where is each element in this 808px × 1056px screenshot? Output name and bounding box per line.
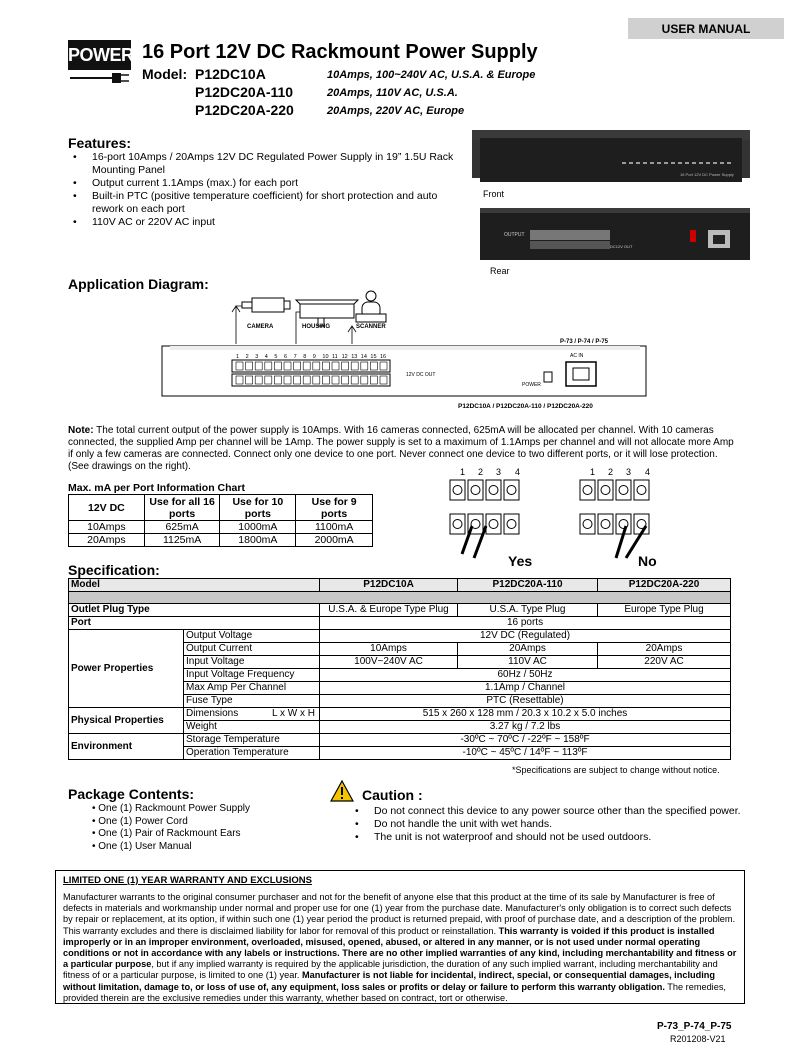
port-number: 15 xyxy=(370,354,377,360)
wiring-num-3: 3 xyxy=(496,467,502,477)
warranty-bold: Manufacturer is not liable for incidental, indirect, special, or consequential damages, including without limitation, damage to, or loss of use of, any equipment, loss sales or profits or delay or failure to perform this warranty obligation. xyxy=(63,970,716,992)
port-number: 9 xyxy=(312,354,316,360)
camera-icon xyxy=(242,298,290,312)
terminal-screw xyxy=(284,362,291,370)
table-cell: Storage Temperature xyxy=(184,734,320,747)
specification-heading: Specification: xyxy=(68,562,160,578)
table-cell: Operation Temperature xyxy=(184,747,320,760)
port-number: 6 xyxy=(284,354,288,360)
table-cell: 100V~240V AC xyxy=(320,656,458,669)
features-list xyxy=(68,151,468,229)
port-number: 1 xyxy=(236,354,240,360)
terminal-screw xyxy=(489,486,498,495)
terminal-screw xyxy=(255,362,262,370)
port-number: 4 xyxy=(264,354,268,360)
feature-item: • Output current 1.1Amps (max.) for each port xyxy=(68,177,468,190)
model-name-1: P12DC10A xyxy=(195,66,266,82)
warning-icon xyxy=(330,780,354,802)
list-item: • Do not connect this device to any power source other than the specified power. xyxy=(350,805,750,818)
wiring-num-4: 4 xyxy=(515,467,521,477)
table-cell: U.S.A. Type Plug xyxy=(458,604,598,617)
features-heading: Features: xyxy=(68,135,132,151)
port-number: 11 xyxy=(332,354,338,360)
terminal-screw xyxy=(370,362,377,370)
table-cell: 1125mA xyxy=(144,534,220,547)
terminal-screw xyxy=(380,362,387,370)
terminal-screw xyxy=(361,376,368,384)
caution-list xyxy=(350,805,750,844)
terminal-screw xyxy=(294,362,301,370)
spec-footnote: *Specifications are subject to change without notice. xyxy=(512,765,720,775)
diagram-ac-label: AC IN xyxy=(570,353,584,359)
terminal-screw xyxy=(489,520,498,529)
device-label-camera: CAMERA xyxy=(247,324,274,330)
rear-output-text: OUTPUT xyxy=(504,232,525,238)
terminal-screw xyxy=(322,362,329,370)
table-header: P12DC10A xyxy=(320,579,458,592)
table-cell: Power Properties xyxy=(69,630,184,708)
table-cell: 110V AC xyxy=(458,656,598,669)
terminal-screw xyxy=(361,362,368,370)
terminal-screw xyxy=(380,376,387,384)
terminal-screw xyxy=(236,376,243,384)
table-divider-row xyxy=(69,592,731,604)
terminal-screw xyxy=(601,520,610,529)
terminal-screw xyxy=(303,362,310,370)
table-header: Use for 9 ports xyxy=(296,495,373,521)
terminal-screw xyxy=(322,376,329,384)
table-row xyxy=(69,604,731,617)
warranty-body xyxy=(63,892,737,1004)
table-cell: U.S.A. & Europe Type Plug xyxy=(320,604,458,617)
terminal-screw xyxy=(507,520,516,529)
table-cell: 220V AC xyxy=(598,656,731,669)
rear-panel-photo xyxy=(480,206,750,266)
warranty-title: LIMITED ONE (1) YEAR WARRANTY AND EXCLUSIONS xyxy=(63,875,312,886)
rear-dcout-text: DC12V OUT xyxy=(610,244,633,249)
table-row xyxy=(69,521,373,534)
terminal-screw xyxy=(246,376,253,384)
terminal-screw xyxy=(274,376,281,384)
feature-item: • 16-port 10Amps / 20Amps 12V DC Regulated Power Supply in 19” 1.5U Rack Mounting Panel xyxy=(68,151,468,177)
table-cell: 20Amps xyxy=(69,534,145,547)
terminal-screw xyxy=(303,376,310,384)
list-item: • One (1) Power Cord xyxy=(92,815,188,827)
application-diagram-heading: Application Diagram: xyxy=(68,276,209,292)
feature-item: • 110V AC or 220V AC input xyxy=(68,216,468,229)
table-cell: 1800mA xyxy=(220,534,296,547)
warranty-text: , but if any implied warranty is required by the applicable jurisdiction, the duration of any such implied warrant, including merchantability and fitness of or a particular purpose, is limited to one (1) year. xyxy=(63,959,718,981)
table-cell: 10Amps xyxy=(69,521,145,534)
warranty-text: Manufacturer warrants to the original consumer purchaser and not for the benefit of anyone else that this product at the time of its sale by Manufacturer is free of defects in materials and workmanship under normal and proper use for one (1) year from the purchase date. Manufacturer's only obligation is to correct such defects by repair or replacement, at its option, if within such one (1) year period the product is returned prepaid, with proof of purchase date, and a description of the problem. This warranty excludes and there is disclaimed liability for labor for removal of this product or reinstallation. xyxy=(63,892,736,936)
table-cell: Europe Type Plug xyxy=(598,604,731,617)
package-list xyxy=(92,803,250,853)
table-header: Use for all 16 ports xyxy=(144,495,220,521)
rear-label: Rear xyxy=(490,266,510,276)
table-cell: -30ºC ~ 70ºC / -22ºF ~ 158ºF xyxy=(320,734,731,747)
port-number: 16 xyxy=(380,354,387,360)
table-header-row xyxy=(69,579,731,592)
port-number: 12 xyxy=(341,354,348,360)
terminal-screw xyxy=(255,376,262,384)
terminal-screw xyxy=(274,362,281,370)
table-cell: 1100mA xyxy=(296,521,373,534)
table-header: Use for 10 ports xyxy=(220,495,296,521)
model-spec-2: 20Amps, 110V AC, U.S.A. xyxy=(327,87,458,99)
wiring-diagram xyxy=(440,466,740,568)
port-number: 13 xyxy=(351,354,358,360)
terminal-screw xyxy=(601,486,610,495)
feature-item: • Built-in PTC (positive temperature coefficient) for short protection and auto rework on each port xyxy=(68,190,468,216)
table-header-row xyxy=(69,495,373,521)
terminal-screw xyxy=(471,486,480,495)
dims-label: Dimensions xyxy=(186,708,239,719)
port-number: 10 xyxy=(322,354,329,360)
wiring-num-2: 2 xyxy=(478,467,484,477)
terminal-screw xyxy=(351,362,358,370)
terminal-screw xyxy=(246,362,253,370)
diagram-out-label: 12V DC OUT xyxy=(406,372,436,378)
port-number: 7 xyxy=(293,354,297,360)
table-cell: Max Amp Per Channel xyxy=(184,682,320,695)
power-logo: POWER xyxy=(68,40,131,70)
user-manual-badge: USER MANUAL xyxy=(628,18,784,39)
table-cell: Port xyxy=(69,617,320,630)
table-cell: 625mA xyxy=(144,521,220,534)
port-number: 5 xyxy=(274,354,278,360)
table-row xyxy=(69,630,731,643)
terminal-screw xyxy=(351,376,358,384)
model-name-2: P12DC20A-110 xyxy=(195,84,294,100)
terminal-screw xyxy=(453,486,462,495)
list-item: • One (1) User Manual xyxy=(92,840,192,852)
port-number: 14 xyxy=(360,354,367,360)
diagram-caption: P12DC10A / P12DC20A-110 / P12DC20A-220 xyxy=(458,403,593,410)
terminal-blocks xyxy=(450,480,649,534)
table-row xyxy=(69,708,731,721)
list-item: • Do not handle the unit with wet hands. xyxy=(350,818,750,831)
table-cell: Outlet Plug Type xyxy=(69,604,320,617)
table-header: P12DC20A-110 xyxy=(458,579,598,592)
table-cell: Fuse Type xyxy=(184,695,320,708)
footer-revision: R201208-V21 xyxy=(670,1034,726,1044)
terminal-screw xyxy=(342,362,349,370)
table-cell: 3.27 kg / 7.2 lbs xyxy=(320,721,731,734)
caution-heading: Caution : xyxy=(362,787,423,803)
table-cell: PTC (Resettable) xyxy=(320,695,731,708)
front-panel-photo xyxy=(472,128,750,188)
device-label-housing: HOUSING xyxy=(302,324,331,330)
terminal-screw xyxy=(332,376,339,384)
terminal-screw xyxy=(507,486,516,495)
table-cell: Input Voltage Frequency xyxy=(184,669,320,682)
model-name-3: P12DC20A-220 xyxy=(195,102,294,118)
footer-code: P-73_P-74_P-75 xyxy=(657,1021,732,1032)
terminal-screw xyxy=(313,362,320,370)
table-cell: Physical Properties xyxy=(69,708,184,734)
page-title: 16 Port 12V DC Rackmount Power Supply xyxy=(142,41,538,63)
table-cell: 10Amps xyxy=(320,643,458,656)
terminal-screw xyxy=(453,520,462,529)
terminal-screw xyxy=(332,362,339,370)
table-cell: Output Voltage xyxy=(184,630,320,643)
table-row xyxy=(69,534,373,547)
terminal-screw xyxy=(294,376,301,384)
max-chart-table xyxy=(68,494,373,547)
model-label: Model: xyxy=(142,66,188,82)
terminal-screw xyxy=(370,376,377,384)
terminal-screw xyxy=(619,486,628,495)
warranty-box xyxy=(55,870,745,1004)
front-label: Front xyxy=(483,189,505,199)
list-item: • One (1) Rackmount Power Supply xyxy=(92,803,251,814)
table-row xyxy=(69,734,731,747)
wiring-num-4b: 4 xyxy=(645,467,651,477)
package-heading: Package Contents: xyxy=(68,786,195,802)
diagram-power-label: POWER xyxy=(522,382,541,388)
table-cell: 1.1Amp / Channel xyxy=(320,682,731,695)
terminal-screw xyxy=(342,376,349,384)
terminal-screw xyxy=(583,520,592,529)
wiring-no-label: No xyxy=(638,553,657,568)
application-diagram xyxy=(160,290,650,412)
table-cell: 12V DC (Regulated) xyxy=(320,630,731,643)
table-cell: -10ºC ~ 45ºC / 14ºF ~ 113ºF xyxy=(320,747,731,760)
device-label-scanner: SCANNER xyxy=(356,324,386,330)
table-cell xyxy=(184,708,320,721)
table-cell: 515 x 260 x 128 mm / 20.3 x 10.2 x 5.0 inches xyxy=(320,708,731,721)
table-cell: 16 ports xyxy=(320,617,731,630)
table-cell: Environment xyxy=(69,734,184,760)
wiring-yes-label: Yes xyxy=(508,553,533,568)
table-row xyxy=(69,617,731,630)
table-cell: Input Voltage xyxy=(184,656,320,669)
table-cell: 20Amps xyxy=(458,643,598,656)
warranty-bold: This warranty is voided if this product is installed improperly or in an improper environment, overloaded, misused, opened, abused, or altered in any manner, or is not used under normal operating conditions or not in accordance with any labels or instructions. There are no other implied warranties of any kind, including merchantability and fitness or a particular purpose xyxy=(63,925,737,970)
terminal-screw xyxy=(284,376,291,384)
table-header: 12V DC xyxy=(69,495,145,521)
max-chart-title: Max. mA per Port Information Chart xyxy=(68,482,245,494)
wiring-num-3b: 3 xyxy=(626,467,632,477)
terminal-screw xyxy=(265,376,272,384)
terminal-screw xyxy=(236,362,243,370)
table-cell: 20Amps xyxy=(598,643,731,656)
table-cell: Weight xyxy=(184,721,320,734)
terminal-screw xyxy=(265,362,272,370)
wiring-num-2b: 2 xyxy=(608,467,614,477)
power-cord-icon xyxy=(68,71,131,85)
port-number: 8 xyxy=(303,354,307,360)
table-cell: Output Current xyxy=(184,643,320,656)
list-item: • The unit is not waterproof and should not be used outdoors. xyxy=(350,831,750,844)
terminal-screw xyxy=(637,486,646,495)
housing-icon xyxy=(296,300,358,326)
dims-unit: L x W x H xyxy=(272,708,316,719)
table-cell: 2000mA xyxy=(296,534,373,547)
scanner-icon xyxy=(356,291,386,322)
table-header: Model xyxy=(69,579,320,592)
port-number: 2 xyxy=(245,354,249,360)
model-spec-3: 20Amps, 220V AC, Europe xyxy=(327,105,465,117)
warranty-text: The remedies, provided therein are the exclusive remedies under this warranty, whether based on contract, tort or otherwise. xyxy=(63,981,726,1003)
front-panel-text: 16 Port 12V DC Power Supply xyxy=(680,172,734,177)
wiring-num-1b: 1 xyxy=(590,467,596,477)
terminal-screw xyxy=(313,376,320,384)
note-text: The total current output of the power supply is 10Amps. With 16 cameras connected, 625mA will be allocated per channel. With 10 cameras connected, the supplied Amp per channel will be 1Amp. The power supply is set to a maximum of 1.1Amps per channel and will not allocate more Amp if only a few cameras are connected. Connect only one device to one port. Never connect one device to two different ports, or it will lose protection. (See drawings on the right). xyxy=(68,425,734,472)
port-number: 3 xyxy=(255,354,259,360)
note-label: Note: xyxy=(68,425,94,436)
list-item: • One (1) Pair of Rackmount Ears xyxy=(92,828,241,839)
table-header: P12DC20A-220 xyxy=(598,579,731,592)
specification-table xyxy=(68,578,731,760)
wiring-num-1: 1 xyxy=(460,467,466,477)
terminal-screw xyxy=(583,486,592,495)
table-cell: 1000mA xyxy=(220,521,296,534)
table-cell: 60Hz / 50Hz xyxy=(320,669,731,682)
diagram-models-label: P-73 / P-74 / P-75 xyxy=(560,339,609,345)
model-spec-1: 10Amps, 100~240V AC, U.S.A. & Europe xyxy=(327,69,536,81)
